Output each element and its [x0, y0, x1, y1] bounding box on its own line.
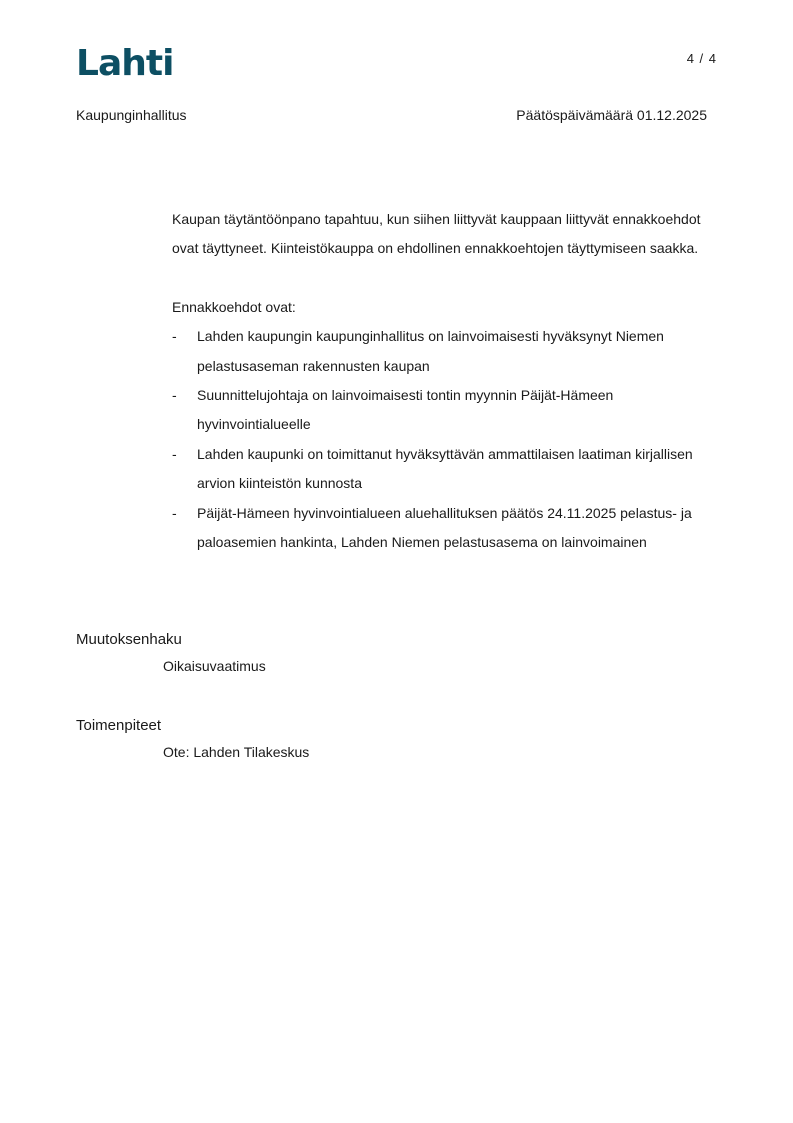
dash-bullet: -: [172, 387, 177, 404]
condition-text: Lahden kaupungin kaupunginhallitus on lainvoimaisesti hyväksynyt Niemen pelastusaseman rakennusten kaupan: [197, 328, 664, 374]
condition-item: [172, 499, 717, 558]
condition-item: [172, 381, 717, 440]
actions-value: Ote: Lahden Tilakeskus: [163, 744, 310, 760]
page-number: 4 / 4: [686, 51, 717, 66]
actions-heading: Toimenpiteet: [76, 717, 162, 734]
decision-body: Kaupunginhallitus: [76, 107, 187, 123]
dash-bullet: -: [172, 445, 177, 462]
decision-text: [172, 205, 717, 557]
condition-item: [172, 440, 717, 499]
condition-text: Päijät-Hämeen hyvinvointialueen aluehallituksen päätös 24.11.2025 pelastus- ja paloasemien hankinta, Lahden Niemen pelastusasema on lainvoimainen: [197, 504, 692, 551]
dash-bullet: -: [172, 504, 177, 521]
condition-text: Suunnittelujohtaja on lainvoimaisesti tontin myynnin Päijät-Hämeen hyvinvointialueelle: [197, 387, 614, 433]
appeal-heading: Muutoksenhaku: [76, 631, 182, 648]
paragraph-gap: [172, 264, 717, 293]
conditions-intro: Ennakkoehdot ovat:: [172, 298, 296, 315]
condition-item: [172, 322, 717, 381]
appeal-value: Oikaisuvaatimus: [163, 658, 266, 674]
dash-bullet: -: [172, 328, 177, 345]
conditions-list: [172, 322, 717, 557]
condition-text: Lahden kaupunki on toimittanut hyväksyttävän ammattilaisen laatiman kirjallisen arvion kiinteistön kunnosta: [197, 445, 693, 492]
execution-paragraph: Kaupan täytäntöönpano tapahtuu, kun siihen liittyvät kauppaan liittyvät ennakkoehdot ovat täyttyneet. Kiinteistökauppa on ehdollinen ennakkoehtojen täyttymiseen saakka.: [172, 211, 701, 257]
lahti-logo: Lahti: [76, 43, 174, 84]
decision-date: Päätöspäivämäärä 01.12.2025: [516, 107, 707, 123]
